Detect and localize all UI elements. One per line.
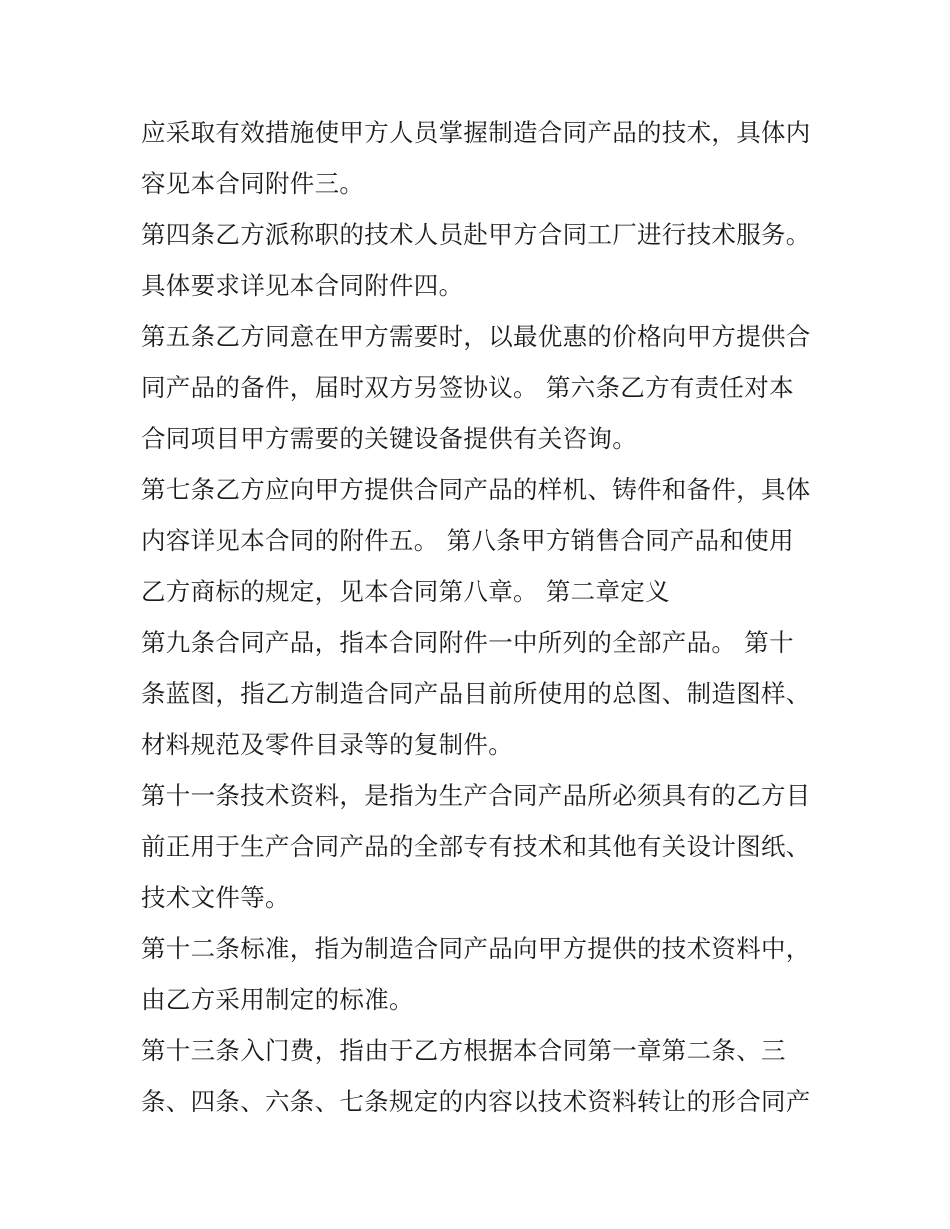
text-line: 第十二条标准，指为制造合同产品向甲方提供的技术资料中， <box>141 934 811 963</box>
text-line: 容见本合同附件三。 <box>141 169 365 198</box>
text-line: 第四条乙方派称职的技术人员赴甲方合同工厂进行技术服务。 <box>141 220 811 249</box>
text-line: 具体要求详见本合同附件四。 <box>141 271 464 300</box>
text-line: 第七条乙方应向甲方提供合同产品的样机、铸件和备件，具体 <box>141 475 811 504</box>
text-line: 条、四条、六条、七条规定的内容以技术资料转让的形合同产 <box>141 1087 811 1116</box>
text-line: 应采取有效措施使甲方人员掌握制造合同产品的技术，具体内 <box>141 118 811 147</box>
text-line: 乙方商标的规定，见本合同第八章。 第二章定义 <box>141 577 670 606</box>
text-line: 第十一条技术资料，是指为生产合同产品所必须具有的乙方目 <box>141 781 811 810</box>
text-line: 内容详见本合同的附件五。 第八条甲方销售合同产品和使用 <box>141 526 794 555</box>
text-line: 技术文件等。 <box>141 883 290 912</box>
document-body <box>141 107 831 1127</box>
text-line: 前正用于生产合同产品的全部专有技术和其他有关设计图纸、 <box>141 832 811 861</box>
text-line: 由乙方采用制定的标准。 <box>141 985 414 1014</box>
text-line: 合同项目甲方需要的关键设备提供有关咨询。 <box>141 424 637 453</box>
text-line: 材料规范及零件目录等的复制件。 <box>141 730 513 759</box>
text-line: 第九条合同产品，指本合同附件一中所列的全部产品。 第十 <box>141 628 794 657</box>
text-line: 同产品的备件，届时双方另签协议。 第六条乙方有责任对本 <box>141 373 794 402</box>
text-line: 第五条乙方同意在甲方需要时，以最优惠的价格向甲方提供合 <box>141 322 811 351</box>
text-line: 条蓝图，指乙方制造合同产品目前所使用的总图、制造图样、 <box>141 679 811 708</box>
text-line: 第十三条入门费，指由于乙方根据本合同第一章第二条、三 <box>141 1036 786 1065</box>
